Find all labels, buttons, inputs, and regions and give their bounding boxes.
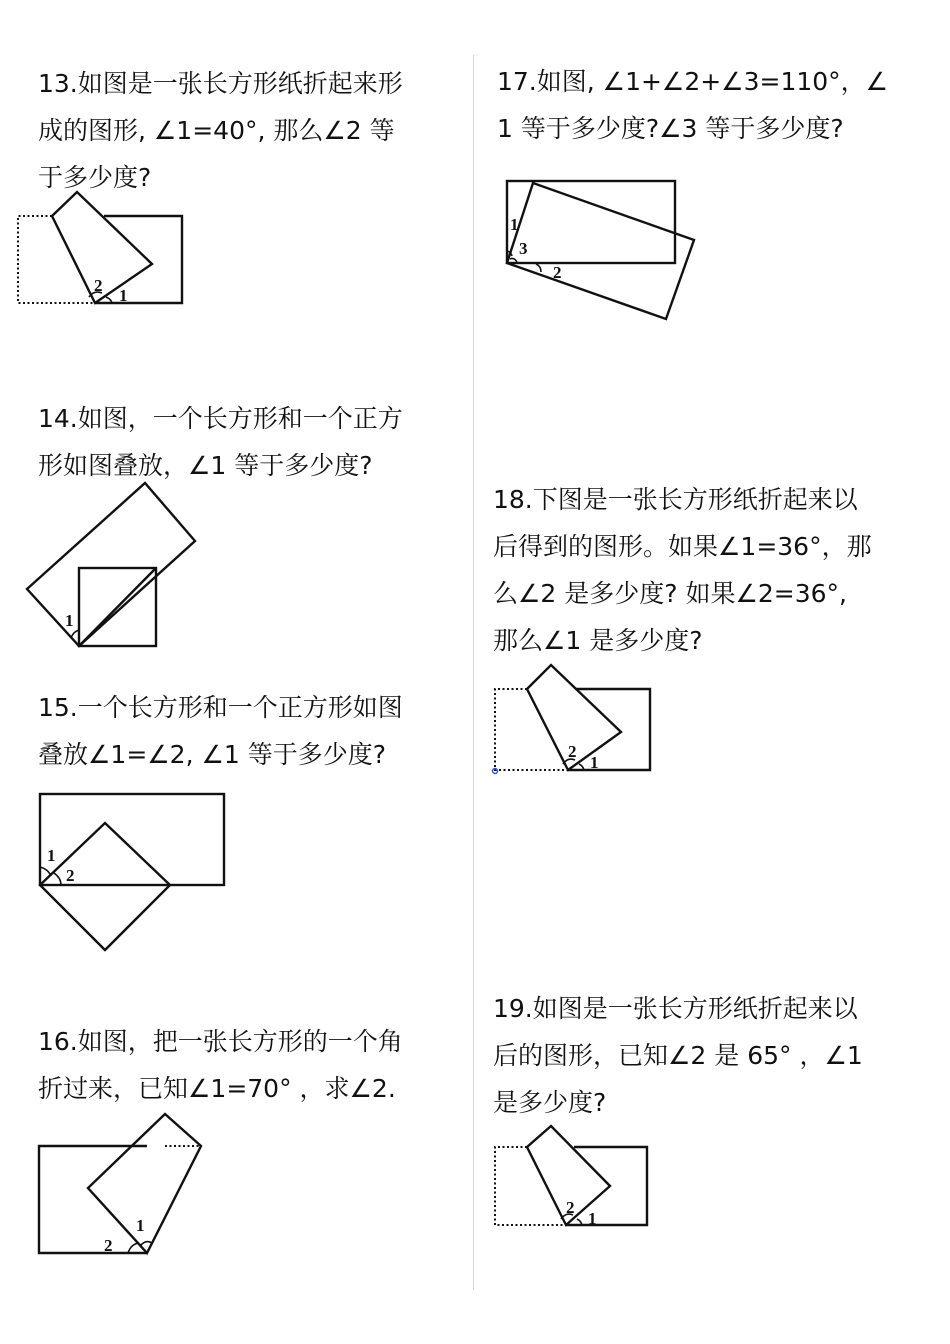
problem-line: 么∠2 是多少度? 如果∠2=36°,	[493, 579, 848, 608]
problem-18-text	[493, 476, 872, 664]
problem-line: 折过来，已知∠1=70° ，求∠2.	[38, 1074, 396, 1103]
angle-label: 1	[119, 286, 128, 305]
problem-16-text	[38, 1018, 403, 1112]
problem-line: 成的图形, ∠1=40°, 那么∠2 等	[38, 116, 395, 145]
problem-line: 19.如图是一张长方形纸折起来以	[493, 994, 858, 1023]
problem-line: 16.如图，把一张长方形的一个角	[38, 1027, 403, 1056]
angle-label: 1	[590, 753, 599, 772]
problem-line: 于多少度?	[38, 163, 152, 192]
angle-label: 1	[588, 1209, 597, 1228]
problem-19-text	[493, 985, 863, 1126]
problem-line: 14.如图，一个长方形和一个正方	[38, 404, 403, 433]
problem-line: 18.下图是一张长方形纸折起来以	[493, 485, 858, 514]
angle-label: 1	[510, 215, 519, 234]
angle-label: 1	[136, 1216, 145, 1235]
problem-line: 1 等于多少度?∠3 等于多少度?	[497, 114, 844, 143]
problem-15-text	[38, 684, 403, 778]
problem-line: 后得到的图形。如果∠1=36°，那	[493, 532, 872, 561]
angle-label: 2	[104, 1236, 113, 1255]
problem-line: 后的图形，已知∠2 是 65° ，∠1	[493, 1041, 863, 1070]
angle-label: 3	[519, 239, 528, 258]
angle-label: 2	[553, 263, 562, 282]
problem-14-text	[38, 395, 403, 489]
problem-line: 是多少度?	[493, 1088, 607, 1117]
problem-line: 叠放∠1=∠2, ∠1 等于多少度?	[38, 740, 387, 769]
angle-label: 2	[568, 742, 577, 761]
problem-line: 13.如图是一张长方形纸折起来形	[38, 69, 403, 98]
problem-17-text	[497, 58, 888, 152]
angle-label: 2	[566, 1198, 575, 1217]
angle-label: 2	[66, 866, 75, 885]
problem-line: 15.一个长方形和一个正方形如图	[38, 693, 403, 722]
angle-label: 1	[47, 846, 56, 865]
column-divider	[473, 55, 474, 1290]
angle-label: 1	[65, 611, 74, 630]
problem-13-text	[38, 60, 403, 201]
problem-line: 形如图叠放，∠1 等于多少度?	[38, 451, 373, 480]
angle-label: 2	[94, 276, 103, 295]
problem-line: 那么∠1 是多少度?	[493, 626, 703, 655]
problem-line: 17.如图, ∠1+∠2+∠3=110°，∠	[497, 67, 889, 96]
